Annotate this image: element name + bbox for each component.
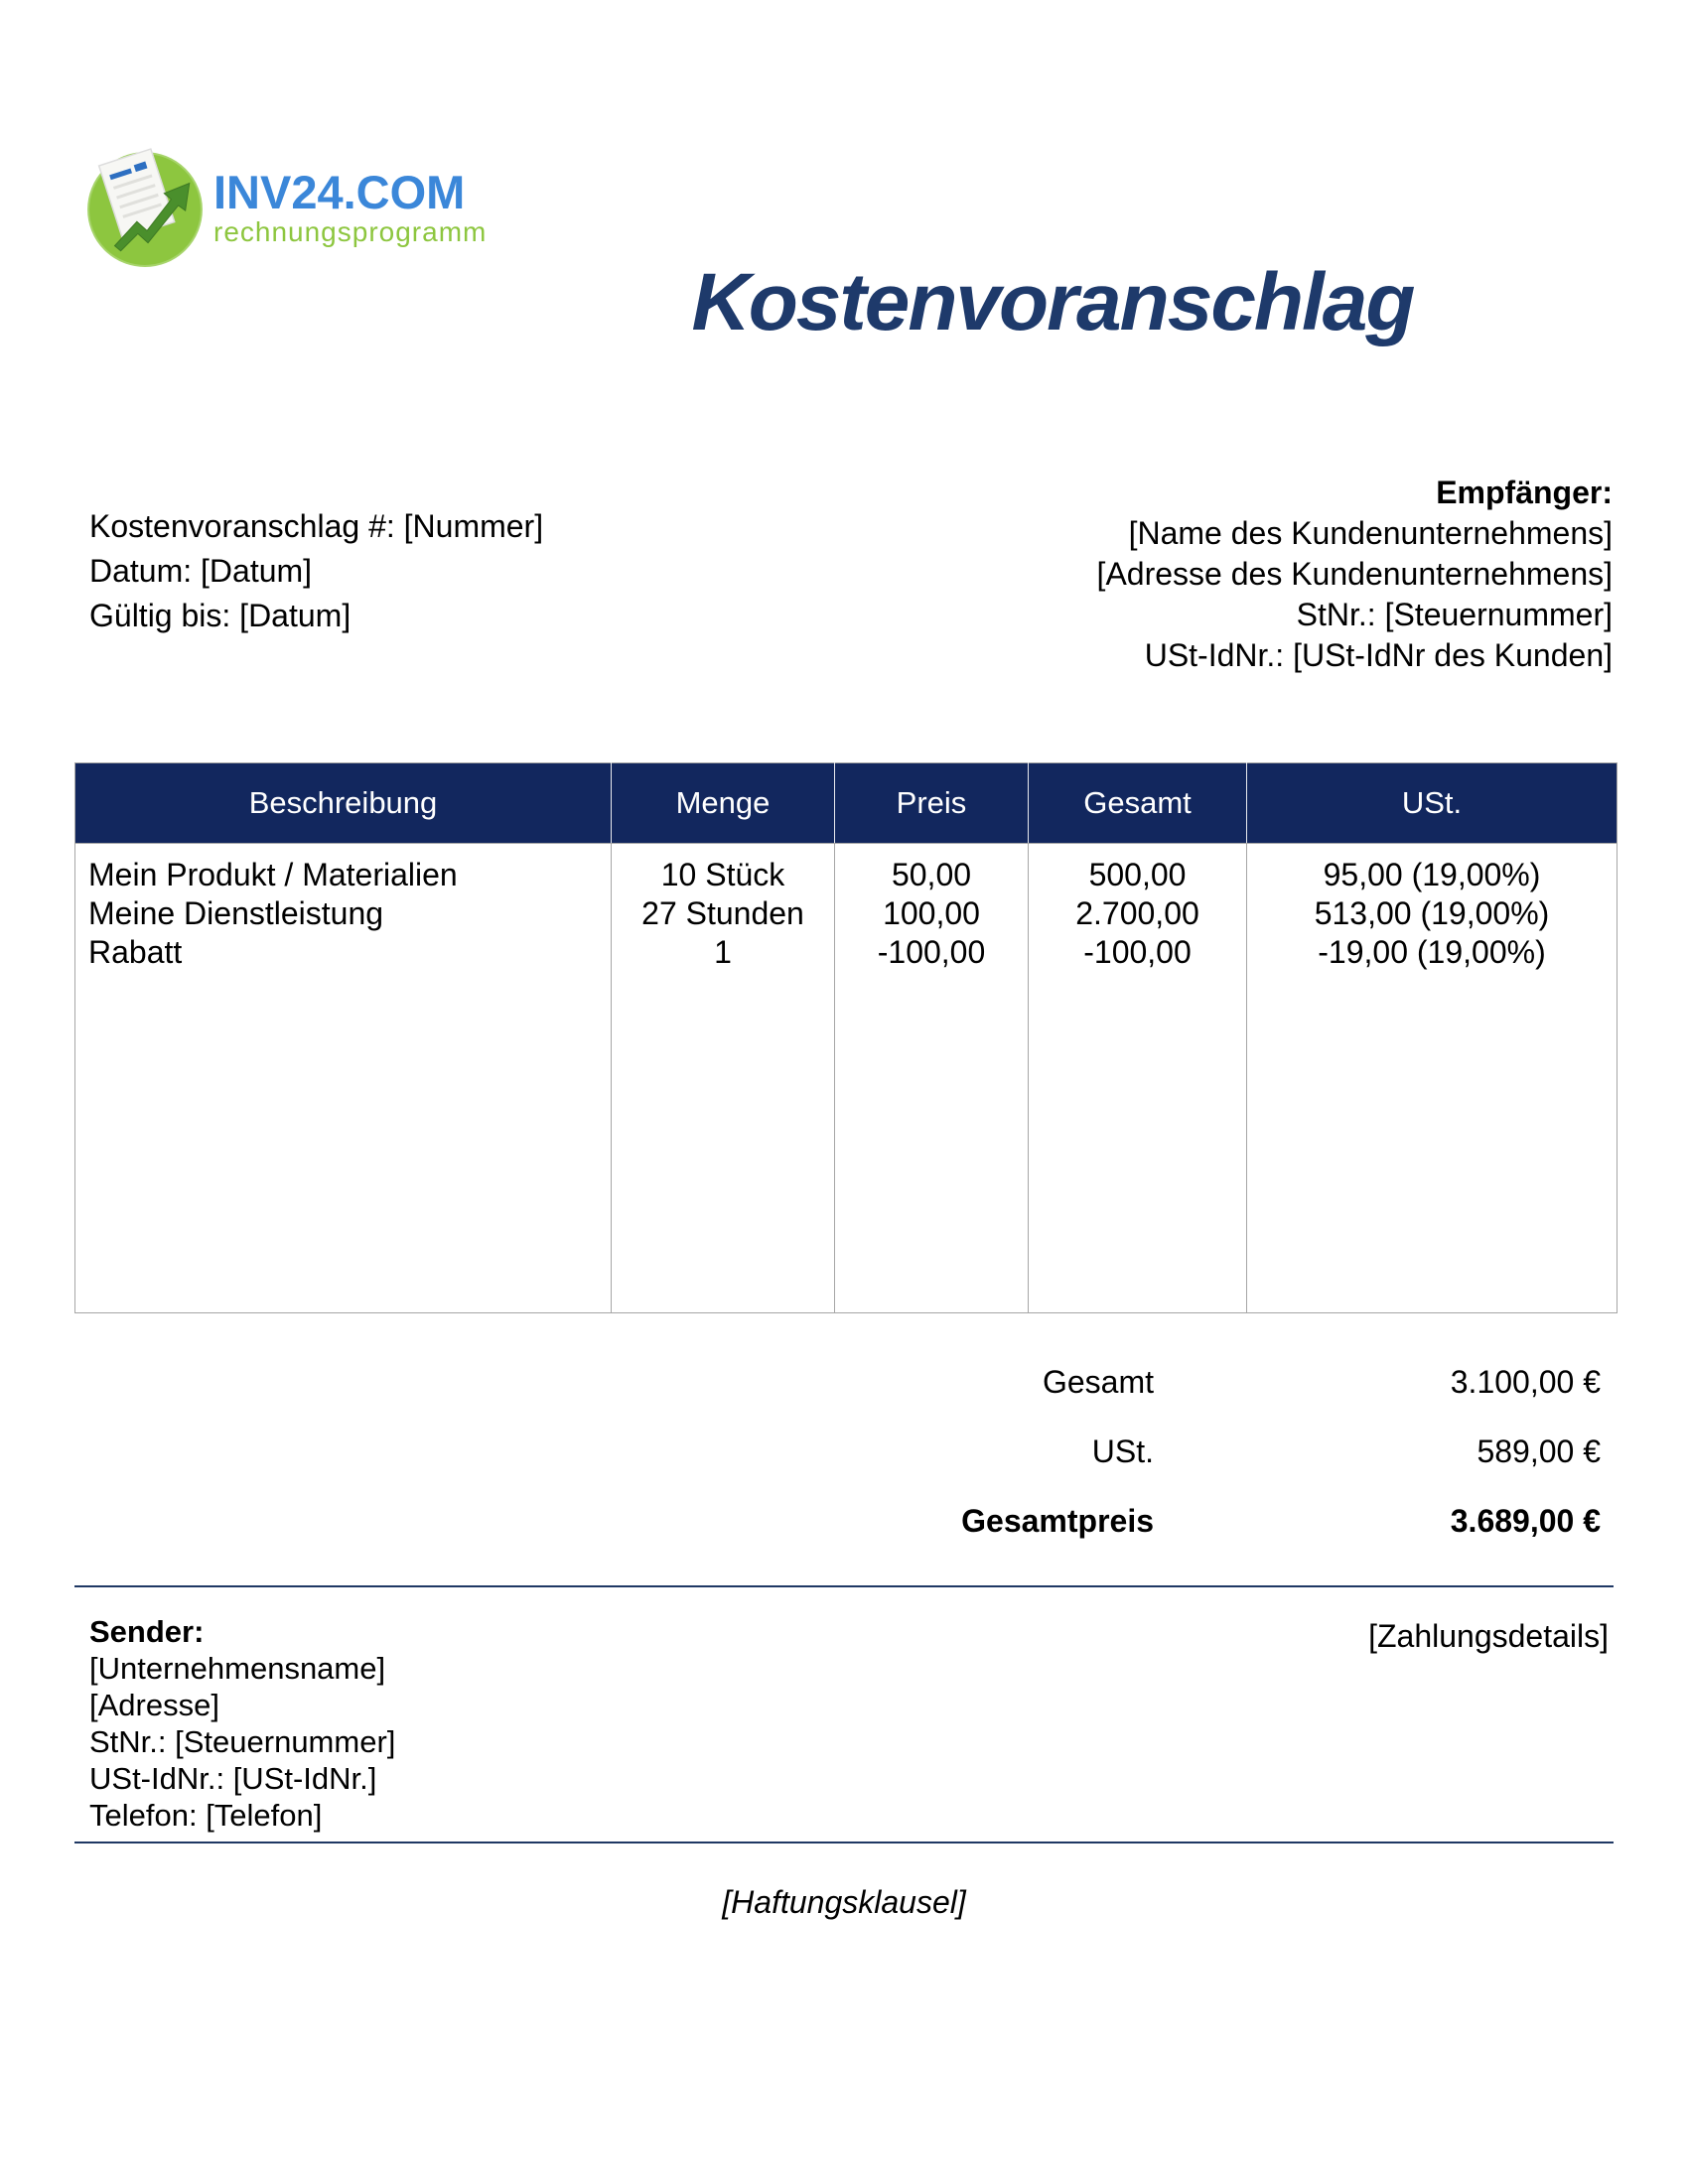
item-price: 100,00 xyxy=(883,895,980,931)
total-label: USt. xyxy=(1091,1433,1154,1469)
recipient-tax-number: StNr.: [Steuernummer] xyxy=(1296,597,1613,632)
column-header-beschreibung: Beschreibung xyxy=(75,763,612,844)
total-row-subtotal xyxy=(854,1364,1601,1400)
recipient-vat-id: USt-IdNr.: [USt-IdNr des Kunden] xyxy=(1144,637,1613,673)
item-total: 500,00 xyxy=(1088,857,1187,892)
brand-tagline: rechnungsprogramm xyxy=(213,216,488,247)
sender-vat-id: USt-IdNr.: [USt-IdNr.] xyxy=(89,1761,377,1796)
item-quantity: 10 Stück xyxy=(660,857,785,892)
item-vat: -19,00 (19,00%) xyxy=(1318,934,1546,970)
cell-preis xyxy=(835,844,1029,1313)
column-header-gesamt: Gesamt xyxy=(1029,763,1247,844)
payment-details: [Zahlungsdetails] xyxy=(1368,1618,1609,1654)
cell-gesamt xyxy=(1029,844,1247,1313)
meta-number: Kostenvoranschlag #: [Nummer] xyxy=(89,508,544,544)
item-description: Meine Dienstleistung xyxy=(88,895,384,931)
footer-divider-bottom xyxy=(74,1842,1614,1843)
invoice-document-growth-arrow-icon xyxy=(84,147,206,268)
cell-beschreibung xyxy=(75,844,612,1313)
item-vat: 513,00 (19,00%) xyxy=(1314,895,1550,931)
liability-clause: [Haftungsklausel] xyxy=(722,1884,966,1920)
item-total: -100,00 xyxy=(1083,934,1192,970)
sender-company: [Unternehmensname] xyxy=(89,1651,386,1686)
item-vat: 95,00 (19,00%) xyxy=(1323,857,1541,892)
sender-heading: Sender: xyxy=(89,1614,205,1649)
sender-phone: Telefon: [Telefon] xyxy=(89,1798,323,1833)
footer-divider-top xyxy=(74,1585,1614,1587)
total-label: Gesamt xyxy=(1042,1364,1154,1400)
sender-block xyxy=(89,1614,395,1835)
brand-logo xyxy=(84,147,487,268)
cell-ust xyxy=(1247,844,1618,1313)
total-row-vat xyxy=(854,1433,1601,1469)
item-price: 50,00 xyxy=(891,857,972,892)
column-header-preis: Preis xyxy=(835,763,1029,844)
total-value: 589,00 € xyxy=(1477,1433,1601,1469)
sender-tax-number: StNr.: [Steuernummer] xyxy=(89,1724,396,1759)
meta-valid-until: Gültig bis: [Datum] xyxy=(89,598,352,633)
recipient-name: [Name des Kundenunternehmens] xyxy=(1128,515,1613,551)
item-quantity: 1 xyxy=(714,934,732,970)
recipient-heading: Empfänger: xyxy=(1436,475,1613,510)
item-description: Rabatt xyxy=(88,934,183,970)
column-header-ust: USt. xyxy=(1247,763,1618,844)
item-price: -100,00 xyxy=(877,934,986,970)
cell-menge xyxy=(612,844,835,1313)
item-total: 2.700,00 xyxy=(1075,895,1199,931)
total-value: 3.689,00 € xyxy=(1450,1503,1601,1539)
meta-date: Datum: [Datum] xyxy=(89,553,313,589)
recipient-block xyxy=(1097,475,1613,678)
item-quantity: 27 Stunden xyxy=(641,895,804,931)
total-row-grand xyxy=(854,1503,1601,1539)
brand-name: INV24.COM xyxy=(213,166,466,218)
brand-text xyxy=(213,147,487,246)
totals-section xyxy=(854,1364,1601,1572)
document-title: Kostenvoranschlag xyxy=(691,257,1414,347)
line-items-table xyxy=(74,762,1618,1313)
column-header-menge: Menge xyxy=(612,763,835,844)
sender-address: [Adresse] xyxy=(89,1688,219,1722)
item-description: Mein Produkt / Materialien xyxy=(88,857,458,892)
document-meta xyxy=(89,508,543,642)
table-body-row xyxy=(75,844,1618,1313)
table-header-row xyxy=(75,763,1618,844)
total-value: 3.100,00 € xyxy=(1450,1364,1601,1400)
recipient-address: [Adresse des Kundenunternehmens] xyxy=(1096,556,1613,592)
total-label: Gesamtpreis xyxy=(961,1503,1154,1539)
